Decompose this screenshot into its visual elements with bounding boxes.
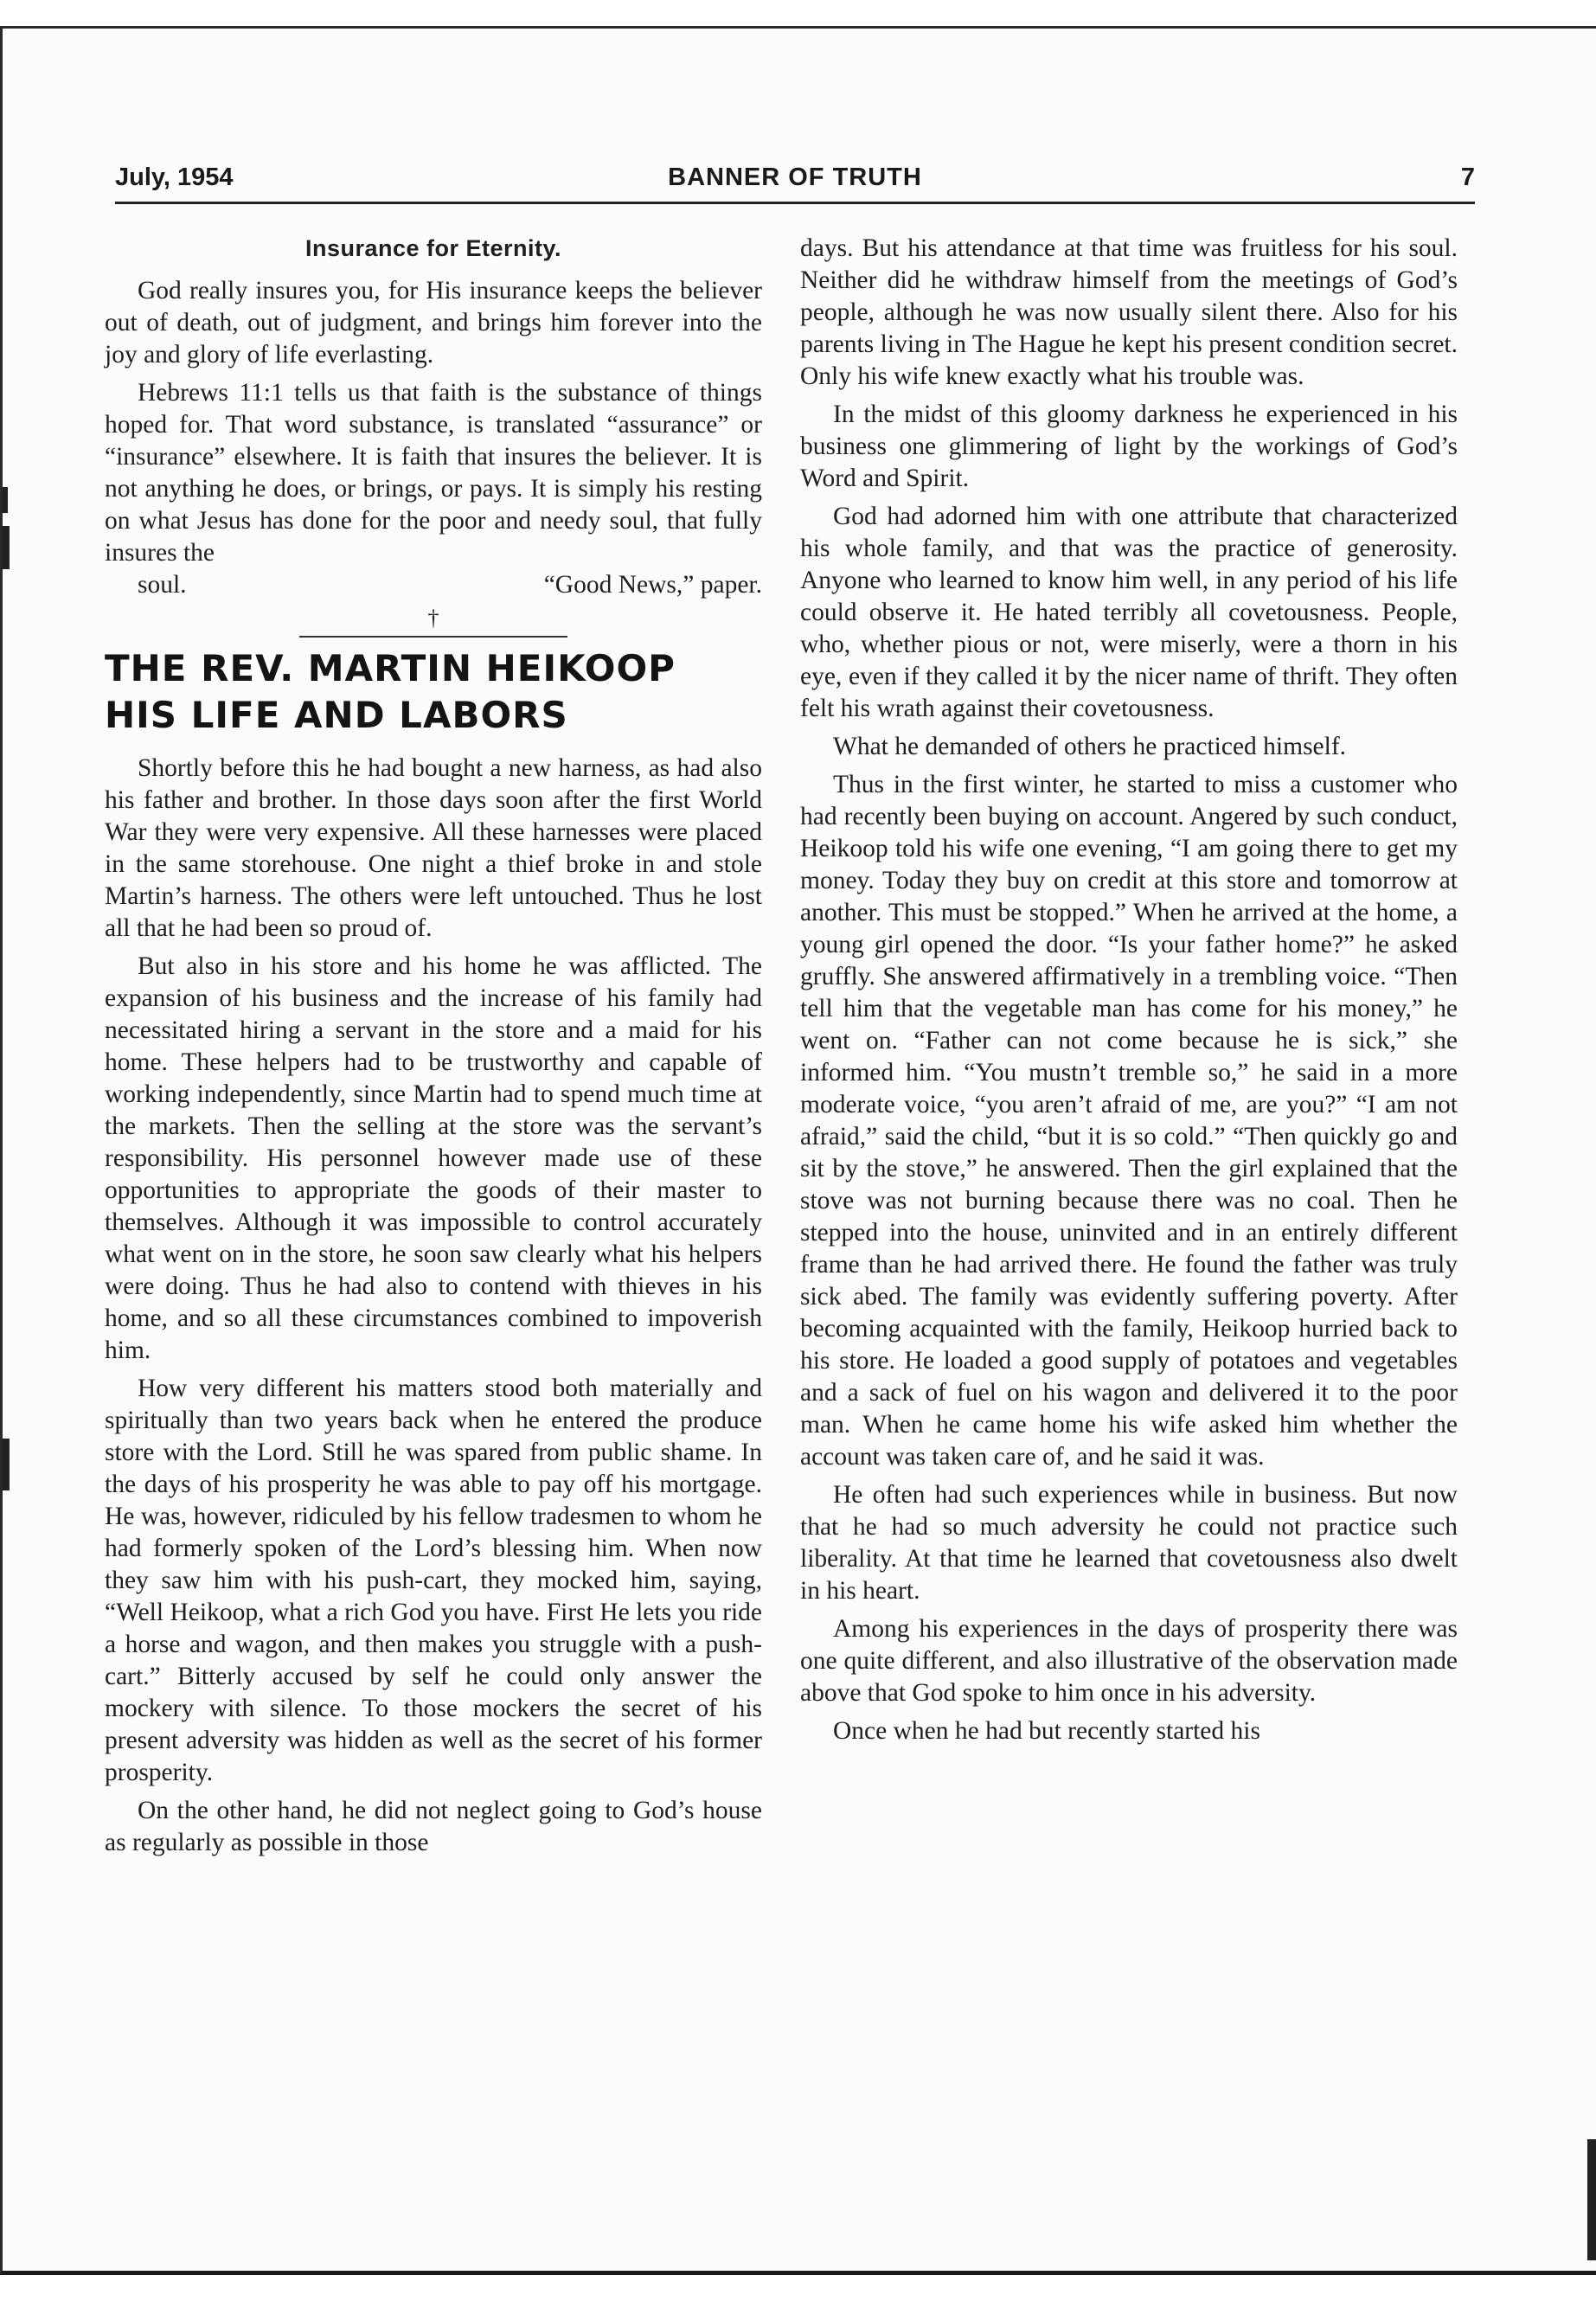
article-paragraph: In the midst of this gloomy darkness he experienced in his business one glimmering of light by the workings of God’s Word and Spirit. [800, 401, 1458, 492]
insurance-last-word: soul. [138, 571, 187, 599]
section-divider [105, 607, 762, 633]
article-title-line-1: THE REV. MARTIN HEIKOOP [105, 647, 676, 689]
insurance-source: “Good News,” paper. [543, 571, 762, 599]
article-paragraph: On the other hand, he did not neglect going to God’s house as regularly as possible in those [105, 1797, 762, 1856]
right-column [800, 233, 1458, 1753]
article-title-line-2: HIS LIFE AND LABORS [105, 694, 568, 736]
article-paragraph: But also in his store and his home he was afflicted. The expansion of his business and the increase of his family had necessitated hiring a servant in the store and a maid for his home. These helpers had to be trustworthy and capable of working independently, since Martin had to spend much time at the markets. Then the selling at the store was the servant’s responsibility. His personnel however made use of these opportunities to appropriate the goods of their master to themselves. Although it was impossible to control accurately what went on in the store, he soon saw clearly what his helpers were doing. Thus he had also to contend with thieves in his home, and so all these circumstances combined to impoverish him. [105, 952, 762, 1364]
article-paragraph: What he demanded of others he practiced himself. [833, 733, 1347, 760]
article-paragraph: He often had such experiences while in business. But now that he had so much adversity he could not practice such liberality. At that time he learned that covetousness also dwelt in his heart. [800, 1481, 1458, 1605]
insurance-heading: Insurance for Eternity. [304, 235, 562, 261]
article-paragraph: Among his experiences in the days of prosperity there was one quite different, and also illustrative of the observation made above that God spoke to him once in his adversity. [800, 1615, 1458, 1707]
article-title [105, 645, 762, 739]
running-header [115, 160, 1475, 204]
scan-mark [3, 526, 10, 569]
publication-title: BANNER OF TRUTH [668, 163, 922, 191]
insurance-paragraph: Hebrews 11:1 tells us that faith is the substance of things hoped for. That word substance, is translated “assurance” or “insurance” elsewhere. It is faith that insures the believer. It is not anything he does, or brings, or pays. It is simply his resting on what Jesus has done for the poor and needy soul, that fully insures the [105, 379, 762, 567]
scan-mark [1587, 2139, 1596, 2260]
scanned-page [0, 26, 1596, 2275]
scan-mark [3, 487, 8, 513]
left-column [105, 233, 762, 1865]
article-paragraph: Thus in the first winter, he started to miss a customer who had recently been buying on account. Angered by such conduct, Heikoop told his wife one evening, “I am going there to get my money. Today they buy on credit at this store and tomorrow at another. This must be stopped.” When he arrived at the home, a young girl opened the door. “Is your father home?” he asked gruffly. She answered affirmatively in a trembling voice. “Then tell him that the vegetable man has come for his money,” he went on. “Father can not come because he is sick,” she informed him. “You mustn’t tremble so,” he said in a more moderate voice, “you aren’t afraid of me, are you?” “I am not afraid,” said the child, “but it is so cold.” “Then quickly go and sit by the stove,” he answered. Then the girl explained that the stove was not burning because there was no coal. Then he stepped into the house, uninvited and in an entirely different frame than he had arrived there. He found the father was truly sick abed. The family was evidently suffering poverty. After becoming acquainted with the family, Heikoop hurried back to his store. He loaded a good supply of potatoes and vegetables and a sack of fuel on his wagon and delivered it to the poor man. When he came home his wife asked him whether the account was taken care of, and he said it was. [800, 771, 1458, 1471]
article-paragraph: Once when he had but recently started his [833, 1717, 1260, 1745]
divider-rule [299, 636, 567, 638]
issue-date: July, 1954 [115, 163, 234, 191]
insurance-signature-line [105, 569, 762, 601]
article-paragraph: God had adorned him with one attribute that characterized his whole family, and that was the practice of generosity. Anyone who learned to know him well, in any period of his life could observe it. He hated terribly all covetousness. People, who, whether pious or not, were miserly, were a thorn in his eye, even if they called it by the nicer name of thrift. They often felt his wrath against their covetousness. [800, 503, 1458, 722]
article-paragraph: Shortly before this he had bought a new harness, as had also his father and brother. In those days soon after the first World War they were very expensive. All these harnesses were placed in the same storehouse. One night a thief broke in and stole Martin’s harness. The others were left untouched. Thus he lost all that he had been so proud of. [105, 754, 762, 942]
article-paragraph-continued: days. But his attendance at that time was fruitless for his soul. Neither did he withdraw himself from the meetings of God’s people, although he was now usually silent there. Also for his parents living in The Hague he kept his present condition secret. Only his wife knew exactly what his trouble was. [800, 234, 1458, 390]
scan-mark [3, 1439, 10, 1490]
cross-icon: † [426, 602, 441, 634]
insurance-paragraph: God really insures you, for His insurance keeps the believer out of death, out of judgment, and brings him forever into the joy and glory of life everlasting. [105, 277, 762, 369]
page-number: 7 [1460, 163, 1475, 191]
article-paragraph: How very different his matters stood both materially and spiritually than two years back when he entered the produce store with the Lord. Still he was spared from public shame. In the days of his prosperity he was able to pay off his mortgage. He was, however, ridiculed by his fellow tradesmen to whom he had formerly spoken of the Lord’s blessing him. When now they saw him with his push-cart, they mocked him, saying, “Well Heikoop, what a rich God you have. First He lets you ride a horse and wagon, and then makes you struggle with a push-cart.” Bitterly accused by self he could only answer the mockery with silence. To those mockers the secret of his present adversity was hidden as well as the secret of his former prosperity. [105, 1375, 762, 1786]
